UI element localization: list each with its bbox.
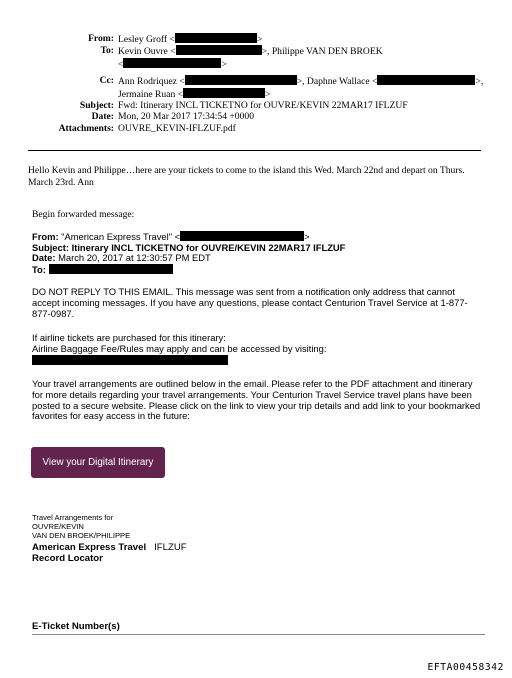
subject-value: Fwd: Itinerary INCL TICKETNO for OUVRE/KEVIN 22MAR17 IFLZUF: [118, 100, 408, 112]
cc-name-3: Jermaine Ruan <: [118, 88, 184, 100]
arrangements-text: Your travel arrangements are outlined below in the email. Please refer to the PDF attachment and itinerary for more details regarding your travel arrangements. Your Centurion Travel Service travel plans have been posted to a secure website. Please click on the link to view your trip details and add link to your bookmarked favorites for easy access in the future:: [32, 378, 481, 422]
record-locator-label: Record Locator: [32, 553, 103, 564]
cc-name-2: >, Daphne Wallace <: [296, 76, 378, 88]
fwd-to-label: To:: [32, 263, 46, 275]
cc-name-1: Ann Rodriquez <: [118, 76, 185, 88]
arr-line-1: Travel Arrangements for: [32, 513, 114, 522]
document-id: EFTA00458342: [427, 662, 504, 673]
fwd-date-value: March 20, 2017 at 12:30:57 PM EDT: [58, 252, 211, 264]
cc-value: [118, 75, 483, 87]
from-value: [118, 33, 262, 45]
bracket-close: >,: [475, 76, 484, 88]
cc-label: Cc:: [99, 75, 114, 87]
travel-arrangements-for: [32, 513, 130, 541]
fwd-date-row: [32, 253, 482, 264]
do-not-reply-notice: DO NOT REPLY TO THIS EMAIL. This message was sent from a notification only address that cannot accept incoming messages. If you have any questions, please contact Centurion Travel Service at 1-877-877-0987.: [32, 286, 468, 319]
fwd-subject-value: Itinerary INCL TICKETNO for OUVRE/KEVIN 22MAR17 IFLZUF: [71, 241, 346, 253]
fwd-subject-label: Subject:: [32, 241, 69, 253]
redacted-link[interactable]: [32, 355, 228, 365]
greeting-text: Hello Kevin and Philippe…here are your tickets to come to the island this Wed. March 22nd and depart on Thurs. March 23rd. Ann: [28, 165, 465, 188]
fwd-date-label: Date:: [32, 252, 56, 264]
cc-row-cont: [0, 88, 512, 100]
redaction-block: [175, 33, 257, 43]
bracket-close: >: [256, 34, 263, 45]
eticket-heading: E-Ticket Number(s): [32, 621, 120, 632]
date-label: Date:: [91, 111, 114, 123]
cc-row: [0, 75, 512, 87]
eticket-divider: [32, 634, 485, 635]
email-header: [0, 33, 512, 134]
forwarded-header: [32, 231, 482, 275]
redaction-block: [377, 75, 475, 85]
redaction-block: [123, 58, 221, 68]
cc-value-cont: [118, 88, 271, 100]
date-row: [0, 111, 512, 122]
bracket-close: >: [265, 88, 271, 100]
redaction-block: [183, 88, 265, 98]
fwd-from-label: From:: [32, 231, 59, 242]
attachments-label: Attachments:: [58, 122, 114, 134]
bracket-close: >: [221, 58, 227, 70]
date-value: Mon, 20 Mar 2017 17:34:54 +0000: [118, 111, 254, 123]
record-code: IFLZUF: [154, 542, 187, 553]
traveler-name-1: OUVRE/KEVIN: [32, 522, 84, 532]
airline-line-1: If airline tickets are purchased for this itinerary:: [32, 332, 226, 343]
attachment-link[interactable]: OUVRE_KEVIN-IFLZUF.pdf: [118, 122, 236, 134]
bracket-open: <: [118, 58, 124, 70]
amex-label: American Express Travel: [32, 542, 147, 553]
to-row-cont: [0, 58, 512, 70]
from-name: Lesley Groff <: [118, 34, 175, 45]
to-row: [0, 45, 512, 57]
from-row: [0, 33, 512, 45]
attachments-row: [0, 123, 512, 134]
fwd-from-row: From: "American Express Travel" < >: [32, 231, 310, 242]
record-locator-block: [32, 542, 187, 564]
traveler-name-2: VAN DEN BROEK/PHILIPPE: [32, 531, 131, 541]
subject-label: Subject:: [79, 100, 114, 112]
begin-forwarded: Begin forwarded message:: [32, 209, 135, 220]
redaction-block: [176, 45, 262, 55]
to-value-cont: [118, 58, 227, 70]
to-name-1: Kevin Ouvre <: [118, 46, 176, 58]
redaction-block: [49, 264, 173, 274]
to-value: [118, 45, 383, 57]
subject-row: [0, 100, 512, 111]
redaction-block: [180, 231, 304, 241]
airline-info: [32, 333, 484, 366]
airline-line-2: Airline Baggage Fee/Rules may apply and can be accessed by visiting:: [32, 342, 327, 354]
to-name-2: >, Philippe VAN DEN BROEK: [261, 46, 383, 58]
header-divider: [28, 150, 481, 151]
from-label: From:: [88, 33, 114, 44]
fwd-to-row: [32, 264, 482, 276]
view-itinerary-button[interactable]: View your Digital Itinerary: [31, 447, 165, 478]
redaction-block: [185, 75, 297, 85]
to-label: To:: [100, 45, 114, 57]
fwd-from-value: "American Express Travel" <: [61, 231, 181, 242]
